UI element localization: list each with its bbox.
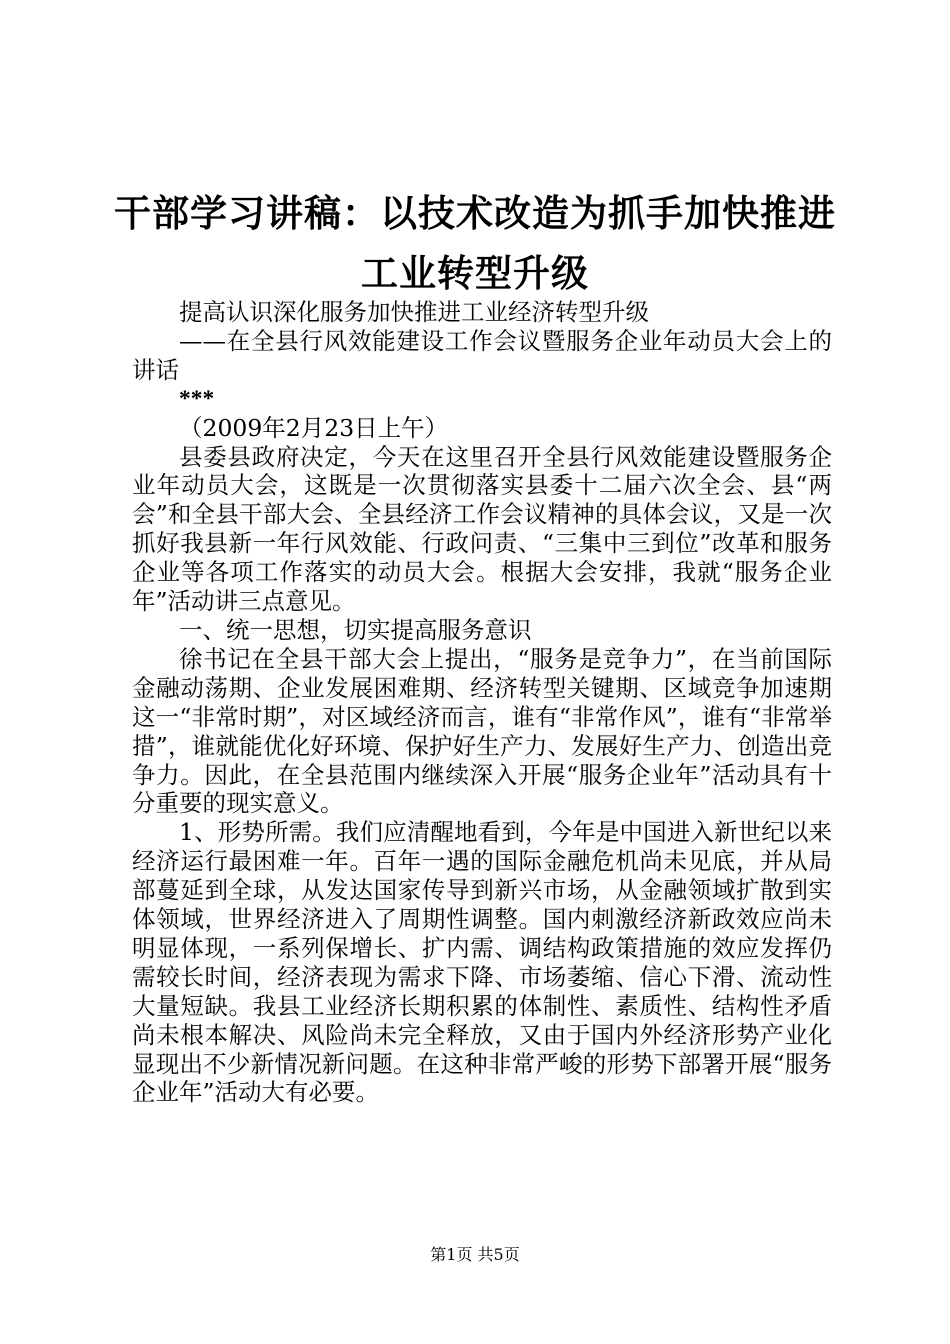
paragraph-section-1: 徐书记在全县干部大会上提出，“服务是竞争力”，在当前国际金融动荡期、企业发展困难期、经济转型关键期、区域竞争加速期这一“非常时期”，对区域经济而言，谁有“非常作风”，谁有“非常举措”，谁就能优化好环境、保护好生产力、发展好生产力、创造出竞争力。因此，在全县范围内继续深入开展“服务企业年”活动具有十分重要的现实意义。 — [132, 644, 832, 818]
document-title: 干部学习讲稿：以技术改造为抓手加快推进工业转型升级 — [114, 192, 836, 295]
document-body — [132, 298, 832, 1107]
speaker-placeholder: *** — [179, 385, 215, 412]
speech-date: （2009年2月23日上午） — [179, 413, 449, 442]
subtitle-occasion: ——在全县行风效能建设工作会议暨服务企业年动员大会上的讲话 — [132, 326, 832, 384]
section-heading-1: 一、统一思想，切实提高服务意识 — [179, 615, 532, 644]
subtitle: 提高认识深化服务加快推进工业经济转型升级 — [179, 298, 649, 326]
paragraph-point-1: 1、形势所需。我们应清醒地看到，今年是中国进入新世纪以来经济运行最困难一年。百年一遇的国际金融危机尚未见底，并从局部蔓延到全球，从发达国家传导到新兴市场，从金融领域扩散到实体领域，世界经济进入了周期性调整。国内刺激经济新政效应尚未明显体现，一系列保增长、扩内需、调结构政策措施的效应发挥仍需较长时间，经济表现为需求下降、市场萎缩、信心下滑、流动性大量短缺。我县工业经济长期积累的体制性、素质性、结构性矛盾尚未根本解决、风险尚未完全释放，又由于国内外经济形势产业化显现出不少新情况新问题。在这种非常严峻的形势下部署开展“服务企业年”活动大有必要。 — [132, 818, 832, 1107]
page-footer: 第1页 共5页 — [430, 1245, 520, 1264]
paragraph-intro: 县委县政府决定，今天在这里召开全县行风效能建设暨服务企业年动员大会，这既是一次贯彻落实县委十二届六次全会、县“两会”和全县干部大会、全县经济工作会议精神的具体会议，又是一次抓好我县新一年行风效能、行政问责、“三集中三到位”改革和服务企业等各项工作落实的动员大会。根据大会安排，我就“服务企业年”活动讲三点意见。 — [132, 442, 832, 616]
